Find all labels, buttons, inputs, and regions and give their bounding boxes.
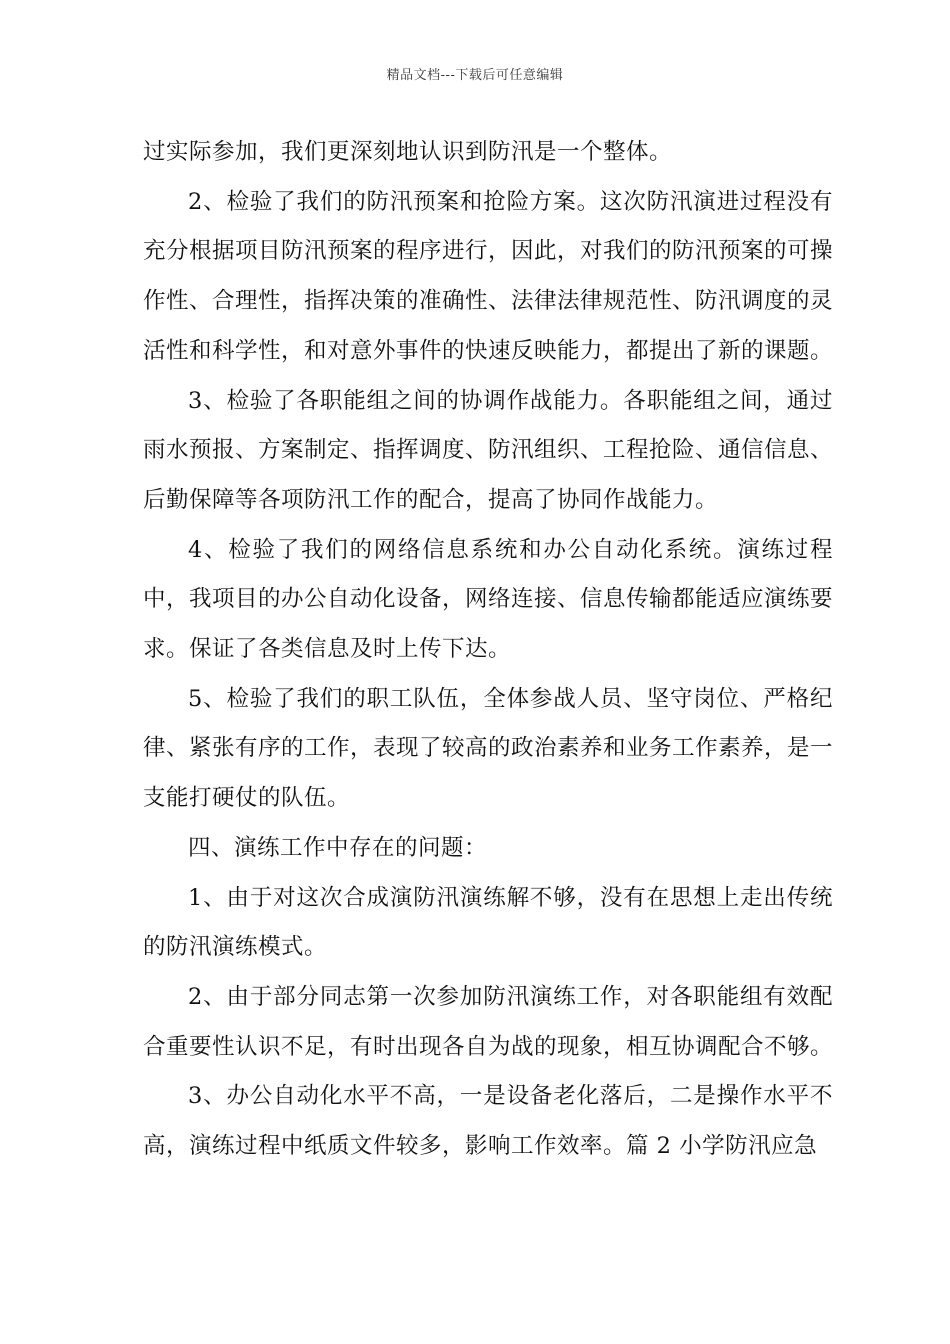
paragraph-item-4: 4、检验了我们的网络信息系统和办公自动化系统。演练过程中，我项目的办公自动化设备，网络连接、信息传输都能适应演练要求。保证了各类信息及时上传下达。 xyxy=(143,536,834,663)
problem-item-3: 3、办公自动化水平不高，一是设备老化落后，二是操作水平不高，演练过程中纸质文件较多，影响工作效率。篇 2 小学防汛应急 xyxy=(143,1083,833,1160)
paragraph-continued: 过实际参加，我们更深刻地认识到防汛是一个整体。 xyxy=(143,139,673,165)
section-heading-problems: 四、演练工作中存在的问题： xyxy=(188,834,488,861)
document-body xyxy=(143,128,833,1172)
problem-item-2: 2、由于部分同志第一次参加防汛演练工作，对各职能组有效配合重要性认识不足，有时出现各自为战的现象，相互协调配合不够。 xyxy=(143,983,834,1060)
paragraph-item-2: 2、检验了我们的防汛预案和抢险方案。这次防汛演进过程没有充分根据项目防汛预案的程序进行，因此，对我们的防汛预案的可操作性、合理性，指挥决策的准确性、法律法律规范性、防汛调度的灵活性和科学性，和对意外事件的快速反映能力，都提出了新的课题。 xyxy=(143,188,834,364)
paragraph-item-3: 3、检验了各职能组之间的协调作战能力。各职能组之间，通过雨水预报、方案制定、指挥调度、防汛组织、工程抢险、通信信息、后勤保障等各项防汛工作的配合，提高了协同作战能力。 xyxy=(143,387,834,513)
paragraph-item-5: 5、检验了我们的职工队伍，全体参战人员、坚守岗位、严格纪律、紧张有序的工作，表现了较高的政治素养和业务工作素养，是一支能打硬仗的队伍。 xyxy=(143,685,834,812)
page-header: 精品文档---下载后可任意编辑 xyxy=(386,68,564,83)
problem-item-1: 1、由于对这次合成演防汛演练解不够，没有在思想上走出传统的防汛演练模式。 xyxy=(143,884,833,961)
